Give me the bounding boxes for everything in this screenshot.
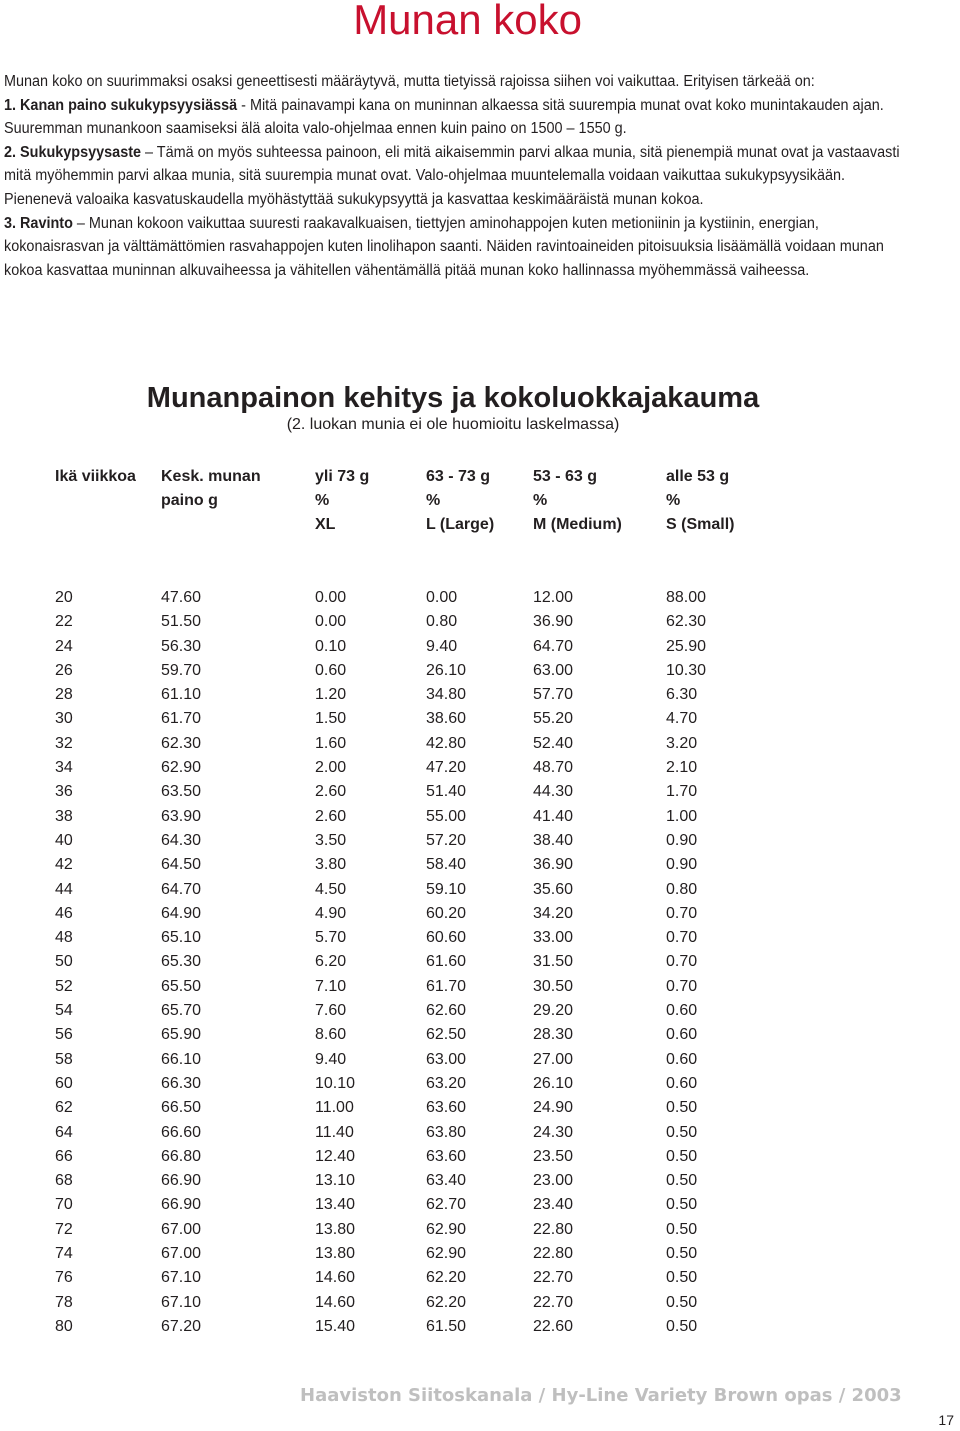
table-cell: 15.40 [315, 1317, 356, 1335]
table-cell: 22.80 [533, 1220, 574, 1238]
table-cell: 52 [55, 977, 73, 995]
table-cell: 30.50 [533, 977, 574, 995]
table-cell: 0.60 [666, 1050, 698, 1068]
table-cell: 67.00 [161, 1245, 202, 1263]
table-cell: 62 [55, 1099, 73, 1117]
table-row [0, 1145, 960, 1169]
point-3 [4, 212, 904, 283]
table-cell: 30 [55, 710, 73, 728]
table-cell: 52.40 [533, 734, 574, 752]
table-cell: 55.20 [533, 710, 574, 728]
table-cell: 0.60 [666, 1026, 698, 1044]
table-cell: 26 [55, 661, 73, 679]
point-3-heading: 3. Ravinto [4, 214, 73, 232]
table-row [0, 732, 960, 756]
table-row [0, 707, 960, 731]
table-cell: 13.40 [315, 1196, 356, 1214]
table-cell: 62.20 [426, 1293, 467, 1311]
table-cell: 27.00 [533, 1050, 574, 1068]
table-cell: 66.80 [161, 1147, 202, 1165]
table-cell: 36.90 [533, 856, 574, 874]
table-cell: 67.20 [161, 1317, 202, 1335]
table-cell: 31.50 [533, 953, 574, 971]
table-cell: 51.40 [426, 783, 467, 801]
table-cell: 66.90 [161, 1172, 202, 1190]
table-row [0, 1169, 960, 1193]
column-header: alle 53 g [666, 468, 730, 485]
egg-size-table [0, 586, 960, 1339]
table-cell: 51.50 [161, 613, 202, 631]
table-cell: 54 [55, 1002, 73, 1020]
table-cell: 67.00 [161, 1220, 202, 1238]
table-cell: 22.70 [533, 1293, 574, 1311]
column-header: L (Large) [426, 516, 495, 533]
table-cell: 60.20 [426, 904, 467, 922]
table-cell: 62.90 [426, 1220, 467, 1238]
table-cell: 23.40 [533, 1196, 574, 1214]
table-cell: 26.10 [533, 1074, 574, 1092]
table-cell: 0.50 [666, 1220, 698, 1238]
table-cell: 14.60 [315, 1293, 356, 1311]
table-row [0, 683, 960, 707]
table-cell: 78 [55, 1293, 73, 1311]
table-cell: 60.60 [426, 929, 467, 947]
table-cell: 0.10 [315, 637, 347, 655]
table-row [0, 1023, 960, 1047]
table-cell: 28.30 [533, 1026, 574, 1044]
table-cell: 66.10 [161, 1050, 202, 1068]
table-cell: 10.30 [666, 661, 707, 679]
table-row [0, 950, 960, 974]
table-cell: 57.70 [533, 686, 574, 704]
table-cell: 46 [55, 904, 73, 922]
column-header: Kesk. munan [161, 468, 261, 485]
table-cell: 5.70 [315, 929, 347, 947]
table-cell: 64.70 [161, 880, 202, 898]
table-cell: 62.30 [161, 734, 202, 752]
table-cell: 33.00 [533, 929, 574, 947]
table-cell: 66.90 [161, 1196, 202, 1214]
table-row [0, 902, 960, 926]
table-cell: 26.10 [426, 661, 467, 679]
table-cell: 63.40 [426, 1172, 467, 1190]
table-cell: 55.00 [426, 807, 467, 825]
table-cell: 59.70 [161, 661, 202, 679]
table-row [0, 975, 960, 999]
table-cell: 1.60 [315, 734, 347, 752]
table-row [0, 756, 960, 780]
table-cell: 67.10 [161, 1293, 202, 1311]
table-cell: 62.90 [426, 1245, 467, 1263]
table-cell: 65.30 [161, 953, 202, 971]
table-cell: 22.60 [533, 1317, 574, 1335]
table-cell: 0.50 [666, 1099, 698, 1117]
table-cell: 28 [55, 686, 73, 704]
table-cell: 0.70 [666, 977, 698, 995]
table-cell: 0.00 [315, 589, 347, 606]
table-row [0, 635, 960, 659]
table-cell: 11.40 [315, 1123, 354, 1141]
table-cell: 44.30 [533, 783, 574, 801]
table-cell: 10.10 [315, 1074, 356, 1092]
table-cell: 38.40 [533, 831, 574, 849]
table-cell: 11.00 [315, 1099, 354, 1117]
table-cell: 0.60 [315, 661, 347, 679]
table-cell: 29.20 [533, 1002, 574, 1020]
table-row [0, 780, 960, 804]
column-header: % [533, 492, 548, 509]
table-cell: 63.50 [161, 783, 202, 801]
table-cell: 56.30 [161, 637, 202, 655]
table-cell: 64.70 [533, 637, 574, 655]
table-cell: 2.60 [315, 807, 347, 825]
table-cell: 0.80 [426, 613, 458, 631]
table-cell: 42 [55, 856, 73, 874]
column-header: S (Small) [666, 516, 735, 533]
table-subtitle: (2. luokan munia ei ole huomioitu laskelmassa) [286, 416, 620, 433]
table-cell: 1.20 [315, 686, 347, 704]
table-cell: 57.20 [426, 831, 467, 849]
table-cell: 0.50 [666, 1172, 698, 1190]
table-cell: 48.70 [533, 759, 574, 777]
table-cell: 24.90 [533, 1099, 574, 1117]
table-cell: 22.80 [533, 1245, 574, 1263]
table-cell: 1.00 [666, 807, 698, 825]
intro-paragraph: Munan koko on suurimmaksi osaksi geneettisesti määräytyvä, mutta tietyissä rajoissa siihen voi vaikuttaa. Erityisen tärkeää on: [4, 73, 815, 90]
table-cell: 65.50 [161, 977, 202, 995]
table-cell: 0.00 [426, 589, 458, 606]
table-cell: 61.70 [426, 977, 467, 995]
point-1-heading: 1. Kanan paino sukukypsyysiässä [4, 96, 238, 114]
table-row [0, 659, 960, 683]
table-cell: 61.70 [161, 710, 202, 728]
table-cell: 23.00 [533, 1172, 574, 1190]
table-cell: 0.70 [666, 929, 698, 947]
table-cell: 7.60 [315, 1002, 347, 1020]
point-1 [4, 94, 904, 141]
table-cell: 64.90 [161, 904, 202, 922]
table-cell: 80 [55, 1317, 73, 1335]
table-cell: 70 [55, 1196, 73, 1214]
table-cell: 63.00 [426, 1050, 467, 1068]
table-cell: 58 [55, 1050, 73, 1068]
table-cell: 62.50 [426, 1026, 467, 1044]
table-cell: 47.60 [161, 589, 202, 606]
table-cell: 4.50 [315, 880, 347, 898]
table-row [0, 805, 960, 829]
table-cell: 2.60 [315, 783, 347, 801]
table-cell: 13.80 [315, 1245, 356, 1263]
table-row [0, 1291, 960, 1315]
table-row [0, 1315, 960, 1339]
table-cell: 20 [55, 589, 73, 606]
table-cell: 0.50 [666, 1123, 698, 1141]
table-cell: 63.20 [426, 1074, 467, 1092]
column-header: % [315, 492, 330, 509]
table-cell: 50 [55, 953, 73, 971]
table-cell: 36.90 [533, 613, 574, 631]
table-cell: 34 [55, 759, 73, 777]
table-cell: 66 [55, 1147, 73, 1165]
table-cell: 76 [55, 1269, 73, 1287]
table-cell: 63.60 [426, 1099, 467, 1117]
table-cell: 1.70 [666, 783, 698, 801]
table-cell: 2.00 [315, 759, 347, 777]
table-cell: 0.60 [666, 1002, 698, 1020]
table-cell: 66.30 [161, 1074, 202, 1092]
table-cell: 68 [55, 1172, 73, 1190]
table-row [0, 926, 960, 950]
table-cell: 74 [55, 1245, 73, 1263]
column-header: paino g [161, 492, 218, 509]
table-cell: 66.50 [161, 1099, 202, 1117]
table-cell: 0.50 [666, 1293, 698, 1311]
table-cell: 66.60 [161, 1123, 202, 1141]
table-row [0, 1266, 960, 1290]
table-cell: 0.70 [666, 953, 698, 971]
table-cell: 64 [55, 1123, 73, 1141]
table-cell: 62.20 [426, 1269, 467, 1287]
table-cell: 4.90 [315, 904, 347, 922]
column-header: % [666, 492, 681, 509]
table-cell: 14.60 [315, 1269, 356, 1287]
column-header: M (Medium) [533, 516, 622, 533]
table-cell: 9.40 [426, 637, 458, 655]
table-row [0, 610, 960, 634]
table-row [0, 1218, 960, 1242]
page-title: Munan koko [353, 0, 582, 43]
table-cell: 65.90 [161, 1026, 202, 1044]
table-cell: 44 [55, 880, 73, 898]
table-cell: 12.00 [533, 589, 574, 606]
point-1-text: - Mitä painavampi kana on muninnan alkaessa sitä suurempia munat ovat koko munintakauden ajan. Suuremman munankoon saamiseksi älä aloita valo-ohjelmaa ennen kuin paino on 1500 – 1550 g. [4, 96, 884, 138]
table-row [0, 1242, 960, 1266]
table-cell: 65.70 [161, 1002, 202, 1020]
table-cell: 58.40 [426, 856, 467, 874]
table-cell: 36 [55, 783, 73, 801]
table-row [0, 853, 960, 877]
table-cell: 38 [55, 807, 73, 825]
table-cell: 63.90 [161, 807, 202, 825]
table-cell: 0.50 [666, 1245, 698, 1263]
table-cell: 22.70 [533, 1269, 574, 1287]
footer-text: Haaviston Siitoskanala / Hy-Line Variety Brown opas / 2003 [300, 1385, 902, 1406]
table-cell: 34.20 [533, 904, 574, 922]
table-cell: 64.30 [161, 831, 202, 849]
column-header: % [426, 492, 441, 509]
table-cell: 62.60 [426, 1002, 467, 1020]
page-number: 17 [938, 1412, 954, 1428]
table-cell: 59.10 [426, 880, 467, 898]
table-cell: 60 [55, 1074, 73, 1092]
point-3-text: – Munan kokoon vaikuttaa suuresti raakavalkuaisen, tiettyjen aminohappojen kuten metioniinin ja kystiinin, energian, kokonaisrasvan ja välttämättömien rasvahappojen kuten linolihapon saanti. Näiden ravintoaineiden pitoisuuksia lisäämällä voidaan munan kokoa kasvattaa muninnan alkuvaiheessa ja vähitellen vähentämällä pitää munan koko hallinnassa myöhemmässä vaiheessa. [4, 214, 884, 279]
table-row [0, 999, 960, 1023]
point-2 [4, 141, 904, 212]
point-2-heading: 2. Sukukypsyysaste [4, 143, 142, 161]
table-cell: 25.90 [666, 637, 707, 655]
table-cell: 63.60 [426, 1147, 467, 1165]
table-cell: 48 [55, 929, 73, 947]
table-row [0, 1048, 960, 1072]
table-cell: 3.50 [315, 831, 347, 849]
table-cell: 2.10 [666, 759, 698, 777]
table-cell: 7.10 [315, 977, 347, 995]
table-cell: 9.40 [315, 1050, 347, 1068]
table-cell: 61.50 [426, 1317, 467, 1335]
table-cell: 65.10 [161, 929, 202, 947]
table-cell: 34.80 [426, 686, 467, 704]
table-cell: 22 [55, 613, 73, 631]
column-header: XL [315, 516, 336, 533]
table-cell: 6.30 [666, 686, 698, 704]
table-cell: 32 [55, 734, 73, 752]
table-cell: 61.10 [161, 686, 202, 704]
table-cell: 0.90 [666, 856, 698, 874]
table-cell: 61.60 [426, 953, 467, 971]
table-cell: 47.20 [426, 759, 467, 777]
column-header: Ikä viikkoa [55, 468, 136, 485]
table-cell: 13.10 [315, 1172, 356, 1190]
column-header: yli 73 g [315, 468, 370, 485]
column-header: 53 - 63 g [533, 468, 598, 485]
table-cell: 8.60 [315, 1026, 347, 1044]
table-cell: 62.70 [426, 1196, 467, 1214]
table-cell: 72 [55, 1220, 73, 1238]
table-row [0, 829, 960, 853]
column-header: 63 - 73 g [426, 468, 491, 485]
table-cell: 35.60 [533, 880, 574, 898]
table-cell: 0.50 [666, 1147, 698, 1165]
table-row [0, 1121, 960, 1145]
table-cell: 0.50 [666, 1196, 698, 1214]
intro-text [4, 70, 904, 282]
table-cell: 1.50 [315, 710, 347, 728]
table-cell: 0.80 [666, 880, 698, 898]
table-cell: 62.30 [666, 613, 707, 631]
table-row [0, 1096, 960, 1120]
table-cell: 6.20 [315, 953, 347, 971]
table-cell: 62.90 [161, 759, 202, 777]
table-cell: 38.60 [426, 710, 467, 728]
table-cell: 56 [55, 1026, 73, 1044]
table-cell: 13.80 [315, 1220, 356, 1238]
table-row [0, 878, 960, 902]
table-cell: 0.70 [666, 904, 698, 922]
table-cell: 0.00 [315, 613, 347, 631]
table-cell: 3.20 [666, 734, 698, 752]
table-cell: 23.50 [533, 1147, 574, 1165]
table-cell: 40 [55, 831, 73, 849]
table-cell: 41.40 [533, 807, 574, 825]
table-cell: 0.90 [666, 831, 698, 849]
table-cell: 12.40 [315, 1147, 356, 1165]
point-2-text: – Tämä on myös suhteessa painoon, eli mitä aikaisemmin parvi alkaa munia, sitä pienempiä munat ovat ja vastaavasti mitä myöhemmin parvi alkaa munia, sitä suurempia munat ovat. Valo-ohjelmaa muuntelemalla voidaan vaikuttaa sukukypsyysikään. Pienenevä valoaika kasvatuskaudella myöhästyttää sukukypsyyttä ja kasvattaa keskimääräistä munan kokoa. [4, 143, 900, 208]
table-cell: 88.00 [666, 589, 707, 606]
table-cell: 42.80 [426, 734, 467, 752]
table-cell: 0.60 [666, 1074, 698, 1092]
table-row [0, 586, 960, 610]
table-cell: 24.30 [533, 1123, 574, 1141]
table-cell: 67.10 [161, 1269, 202, 1287]
table-cell: 63.80 [426, 1123, 467, 1141]
table-cell: 24 [55, 637, 73, 655]
table-cell: 4.70 [666, 710, 698, 728]
table-title: Munanpainon kehitys ja kokoluokkajakauma [146, 382, 760, 414]
table-row [0, 1072, 960, 1096]
table-cell: 63.00 [533, 661, 574, 679]
table-cell: 0.50 [666, 1317, 698, 1335]
table-cell: 64.50 [161, 856, 202, 874]
table-cell: 3.80 [315, 856, 347, 874]
table-cell: 0.50 [666, 1269, 698, 1287]
table-row [0, 1193, 960, 1217]
